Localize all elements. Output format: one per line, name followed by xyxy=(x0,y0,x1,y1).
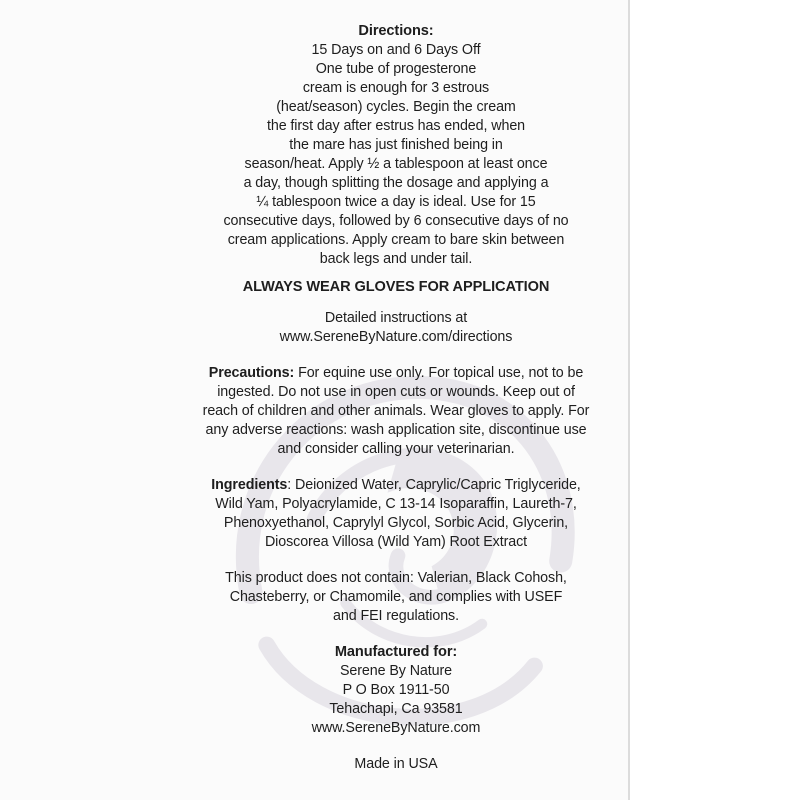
ingredients-heading: Ingredients xyxy=(211,477,288,493)
manufacturer-heading: Manufactured for: xyxy=(334,644,458,660)
directions-line: 15 Days on and 6 Days Off xyxy=(311,42,481,58)
disclaimer-line: This product does not contain: Valerian, Black Cohosh, xyxy=(225,570,567,586)
directions-line: cream applications. Apply cream to bare skin between xyxy=(227,232,565,248)
ingredients-line: Wild Yam, Polyacrylamide, C 13-14 Isoparaffin, Laureth-7, xyxy=(215,496,577,512)
ingredients-text: : Deionized Water, Caprylic/Capric Triglyceride, xyxy=(287,477,581,493)
directions-line: the first day after estrus has ended, when xyxy=(266,118,526,134)
directions-line: season/heat. Apply ½ a tablespoon at least once xyxy=(244,156,548,172)
ingredients-line: Phenoxyethanol, Caprylyl Glycol, Sorbic Acid, Glycerin, xyxy=(223,515,569,531)
directions-line: back legs and under tail. xyxy=(319,251,473,267)
directions-line: cream is enough for 3 estrous xyxy=(302,80,490,96)
directions-heading: Directions: xyxy=(358,23,434,39)
precautions-heading: Precautions: xyxy=(208,365,295,381)
directions-line: a day, though splitting the dosage and applying a xyxy=(243,175,549,191)
precautions-line: reach of children and other animals. Wear gloves to apply. For xyxy=(202,403,590,419)
blank-margin xyxy=(630,0,800,800)
disclaimer-line: Chasteberry, or Chamomile, and complies with USEF xyxy=(229,589,563,605)
precautions-text: For equine use only. For topical use, not to be xyxy=(294,365,584,381)
manufacturer-po-box: P O Box 1911-50 xyxy=(342,682,450,698)
instructions-line: Detailed instructions at xyxy=(324,310,468,326)
precautions-line: any adverse reactions: wash application site, discontinue use xyxy=(205,422,587,438)
ingredients-first-line xyxy=(170,476,622,495)
directions-line: (heat/season) cycles. Begin the cream xyxy=(276,99,516,115)
ingredients-line: Dioscorea Villosa (Wild Yam) Root Extract xyxy=(264,534,528,550)
precautions-line: ingested. Do not use in open cuts or wounds. Keep out of xyxy=(217,384,575,400)
label-text-block xyxy=(170,22,622,774)
manufacturer-website: www.SereneByNature.com xyxy=(311,720,481,736)
precautions-line: and consider calling your veterinarian. xyxy=(277,441,515,457)
directions-line: the mare has just finished being in xyxy=(289,137,503,153)
directions-url: www.SereneByNature.com/directions xyxy=(279,329,513,345)
manufacturer-name: Serene By Nature xyxy=(339,663,453,679)
directions-line: consecutive days, followed by 6 consecutive days of no xyxy=(223,213,569,229)
directions-line: One tube of progesterone xyxy=(315,61,477,77)
precautions-first-line xyxy=(170,364,622,383)
directions-line: ¼ tablespoon twice a day is ideal. Use for 15 xyxy=(256,194,536,210)
manufacturer-city: Tehachapi, Ca 93581 xyxy=(329,701,463,717)
gloves-warning: ALWAYS WEAR GLOVES FOR APPLICATION xyxy=(242,279,550,295)
country-of-origin: Made in USA xyxy=(354,756,438,772)
disclaimer-line: and FEI regulations. xyxy=(333,608,459,624)
